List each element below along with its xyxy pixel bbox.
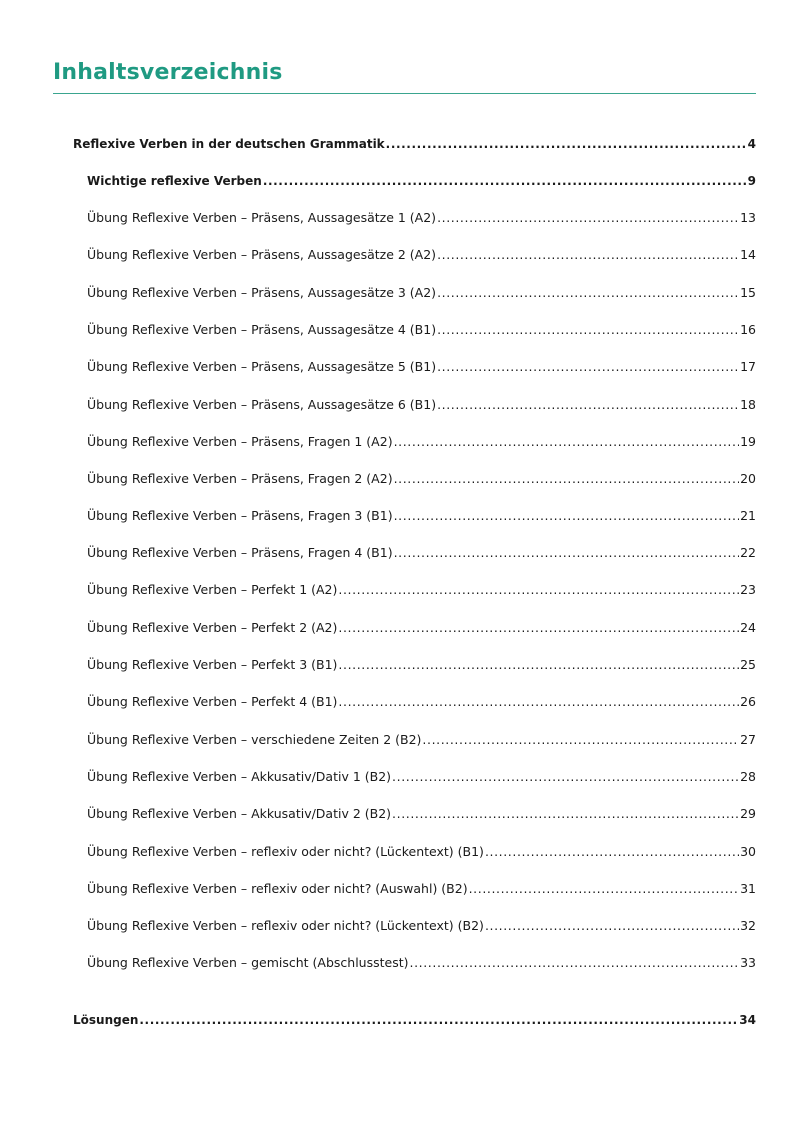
toc-entry[interactable]: [87, 471, 756, 487]
toc-page-number: 9: [747, 174, 756, 188]
toc-dot-leader: [338, 694, 739, 710]
toc-entry[interactable]: [87, 694, 756, 710]
toc-entry[interactable]: [87, 545, 756, 561]
toc-entry[interactable]: [87, 582, 756, 598]
toc-page-number: 28: [740, 769, 756, 784]
toc-entry[interactable]: [87, 844, 756, 860]
toc-entry[interactable]: [87, 210, 756, 226]
toc-page-number: 21: [740, 508, 756, 523]
toc-dot-leader: [422, 732, 739, 748]
toc-dot-leader: [392, 769, 739, 785]
page-title: Inhaltsverzeichnis: [53, 60, 283, 85]
toc-dot-leader: [485, 918, 739, 934]
toc-page-number: 32: [740, 918, 756, 933]
toc-page-number: 16: [740, 322, 756, 337]
toc-entry-title[interactable]: Übung Reflexive Verben – Präsens, Fragen 1 (A2): [87, 434, 393, 449]
toc-entry-title[interactable]: Übung Reflexive Verben – reflexiv oder nicht? (Auswahl) (B2): [87, 881, 468, 896]
toc-page-number: 18: [740, 397, 756, 412]
toc-entry[interactable]: [87, 285, 756, 301]
toc-entry[interactable]: [87, 732, 756, 748]
toc-entry-title[interactable]: Übung Reflexive Verben – Präsens, Aussagesätze 4 (B1): [87, 322, 437, 337]
toc-entry-title[interactable]: Übung Reflexive Verben – Präsens, Fragen 2 (A2): [87, 471, 393, 486]
toc-dot-leader: [263, 173, 747, 189]
toc-page-number: 19: [740, 434, 756, 449]
toc-dot-leader: [139, 1012, 738, 1028]
toc-dot-leader: [469, 881, 740, 897]
toc-dot-leader: [338, 620, 739, 636]
toc-entry-title[interactable]: Übung Reflexive Verben – Präsens, Fragen 3 (B1): [87, 508, 393, 523]
toc-dot-leader: [437, 285, 739, 301]
toc-dot-leader: [392, 806, 739, 822]
toc-dot-leader: [437, 359, 739, 375]
toc-page-number: 25: [740, 657, 756, 672]
toc-entry-title[interactable]: Übung Reflexive Verben – Perfekt 1 (A2): [87, 582, 338, 597]
toc-dot-leader: [394, 545, 740, 561]
toc-entry-title[interactable]: Übung Reflexive Verben – Präsens, Aussagesätze 6 (B1): [87, 397, 437, 412]
toc-entry-title[interactable]: Übung Reflexive Verben – Akkusativ/Dativ 1 (B2): [87, 769, 392, 784]
toc-page-number: 26: [740, 694, 756, 709]
toc-entry[interactable]: [87, 657, 756, 673]
toc-entry[interactable]: [87, 955, 756, 971]
toc-page-number: 29: [740, 806, 756, 821]
toc-entry[interactable]: [87, 434, 756, 450]
toc-page-number: 4: [747, 137, 756, 151]
toc-entry[interactable]: [87, 247, 756, 263]
toc-entry-title[interactable]: Reflexive Verben in der deutschen Grammatik: [73, 137, 385, 151]
toc-dot-leader: [437, 322, 739, 338]
toc-entry-title[interactable]: Übung Reflexive Verben – Präsens, Aussagesätze 3 (A2): [87, 285, 437, 300]
toc-dot-leader: [394, 434, 740, 450]
toc-entry-title[interactable]: Übung Reflexive Verben – Akkusativ/Dativ 2 (B2): [87, 806, 392, 821]
toc-dot-leader: [394, 508, 740, 524]
toc-entry-title[interactable]: Übung Reflexive Verben – verschiedene Zeiten 2 (B2): [87, 732, 422, 747]
toc-entry-title[interactable]: Lösungen: [73, 1013, 139, 1027]
toc-page-number: 27: [740, 732, 756, 747]
toc-page-number: 30: [740, 844, 756, 859]
toc-page-number: 14: [740, 247, 756, 262]
toc-entry[interactable]: [87, 806, 756, 822]
toc-dot-leader: [437, 247, 739, 263]
toc-dot-leader: [394, 471, 740, 487]
toc-page-number: 15: [740, 285, 756, 300]
toc-dot-leader: [437, 397, 739, 413]
toc-entry[interactable]: [87, 881, 756, 897]
toc-entry[interactable]: [87, 397, 756, 413]
toc-entry-title[interactable]: Übung Reflexive Verben – reflexiv oder nicht? (Lückentext) (B1): [87, 844, 484, 859]
toc-dot-leader: [410, 955, 740, 971]
toc-dot-leader: [338, 657, 739, 673]
toc-page-number: 22: [740, 545, 756, 560]
toc-page-number: 20: [740, 471, 756, 486]
toc-entry-title[interactable]: Übung Reflexive Verben – Präsens, Aussagesätze 5 (B1): [87, 359, 437, 374]
toc-entry-title[interactable]: Übung Reflexive Verben – gemischt (Abschlusstest): [87, 955, 409, 970]
toc-entry-title[interactable]: Übung Reflexive Verben – reflexiv oder nicht? (Lückentext) (B2): [87, 918, 484, 933]
toc-entry[interactable]: [73, 1012, 756, 1028]
toc-page-number: 13: [740, 210, 756, 225]
toc-page-number: 17: [740, 359, 756, 374]
toc-entry[interactable]: [87, 359, 756, 375]
toc-entry-title[interactable]: Übung Reflexive Verben – Perfekt 3 (B1): [87, 657, 338, 672]
toc-dot-leader: [437, 210, 739, 226]
toc-dot-leader: [485, 844, 739, 860]
toc-page-number: 24: [740, 620, 756, 635]
toc-page-number: 31: [740, 881, 756, 896]
toc-entry[interactable]: [87, 918, 756, 934]
toc-page-number: 34: [739, 1013, 756, 1027]
toc-entry-title[interactable]: Übung Reflexive Verben – Perfekt 4 (B1): [87, 694, 338, 709]
toc-entry-title[interactable]: Übung Reflexive Verben – Präsens, Aussagesätze 1 (A2): [87, 210, 437, 225]
toc-entry[interactable]: [87, 173, 756, 189]
toc-entry[interactable]: [73, 136, 756, 152]
toc-entry-title[interactable]: Wichtige reflexive Verben: [87, 174, 262, 188]
toc-page-number: 23: [740, 582, 756, 597]
toc-entry[interactable]: [87, 322, 756, 338]
toc-entry-title[interactable]: Übung Reflexive Verben – Präsens, Fragen 4 (B1): [87, 545, 393, 560]
toc-entry[interactable]: [87, 769, 756, 785]
toc-entry[interactable]: [87, 620, 756, 636]
toc-dot-leader: [386, 136, 747, 152]
toc-page-number: 33: [740, 955, 756, 970]
toc-entry-title[interactable]: Übung Reflexive Verben – Perfekt 2 (A2): [87, 620, 338, 635]
toc-entry[interactable]: [87, 508, 756, 524]
toc-entry-title[interactable]: Übung Reflexive Verben – Präsens, Aussagesätze 2 (A2): [87, 247, 437, 262]
toc-dot-leader: [338, 582, 739, 598]
